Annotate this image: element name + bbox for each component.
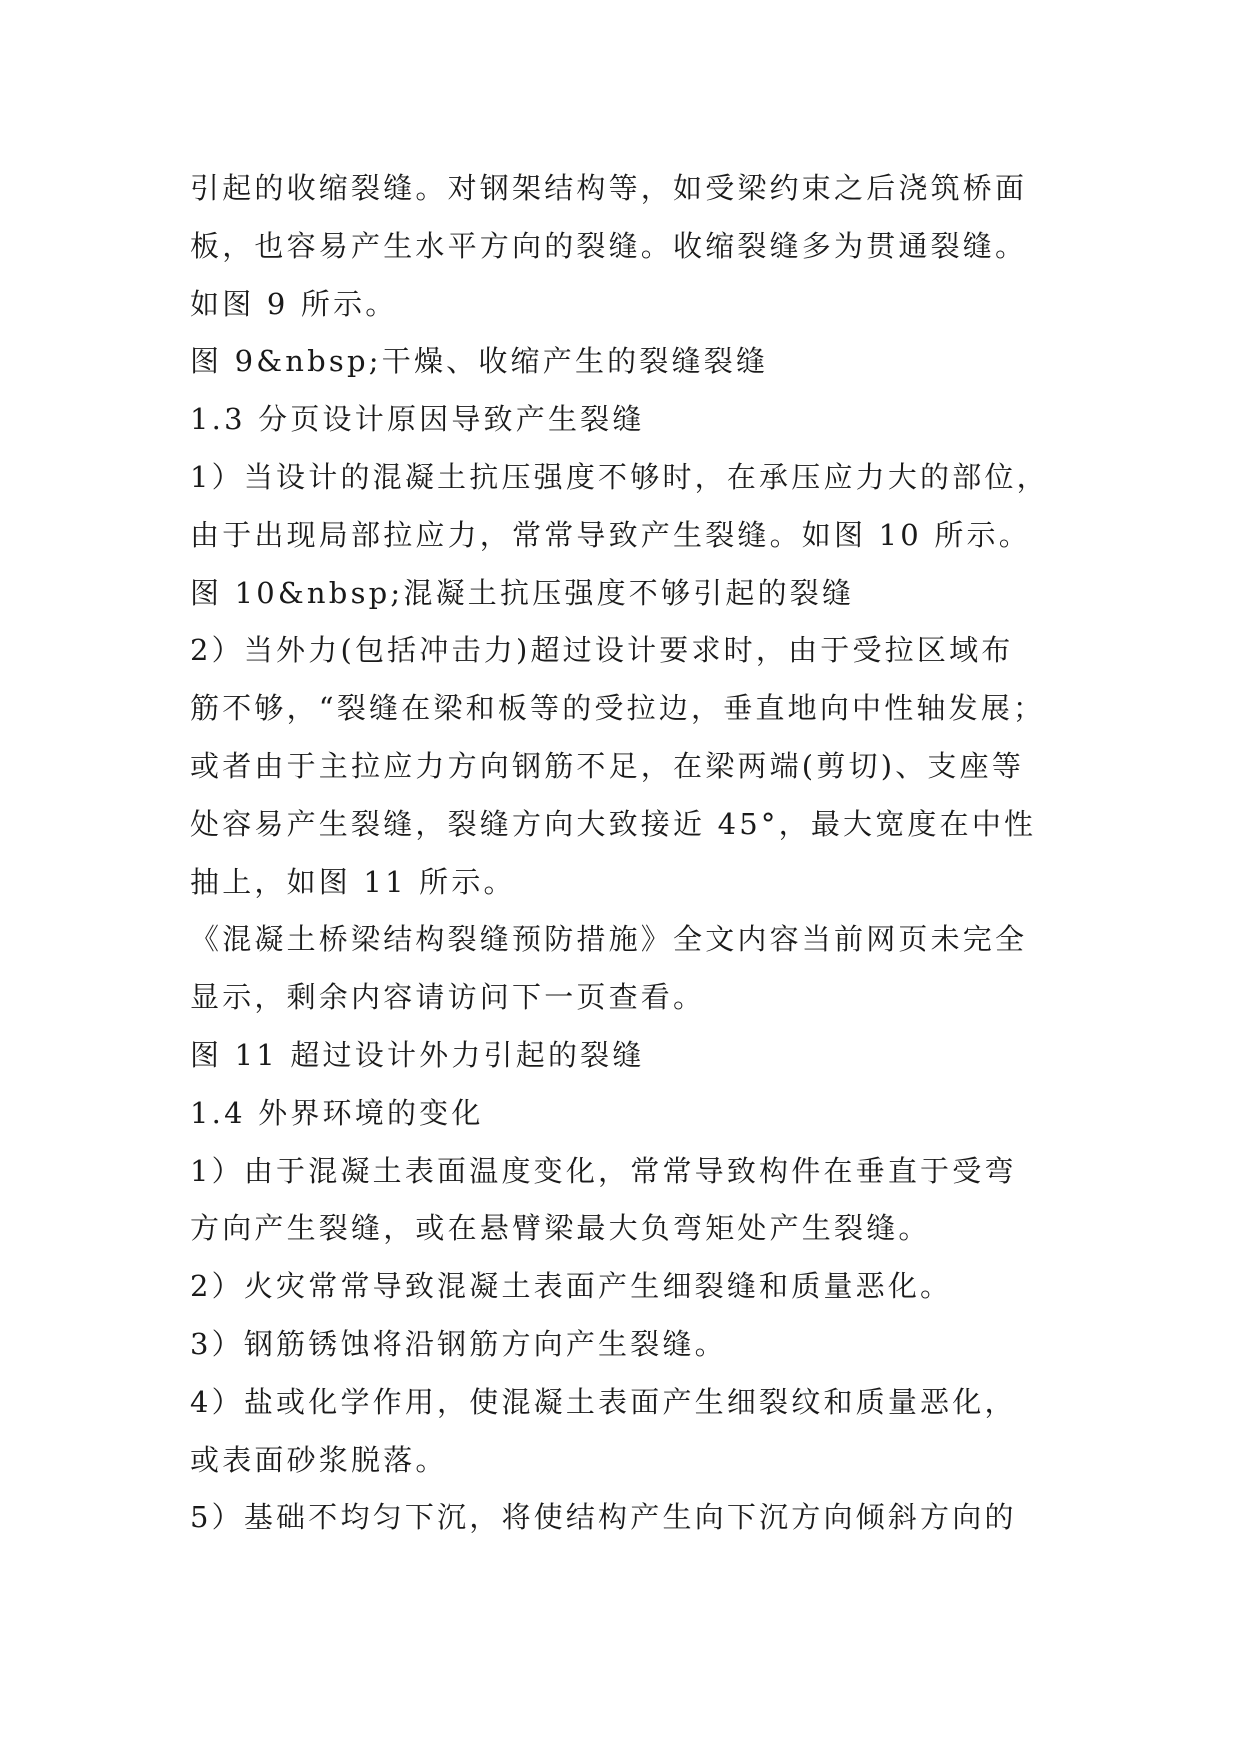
text-line: 或表面砂浆脱落。 — [190, 1442, 448, 1477]
document-body — [190, 160, 1070, 1547]
text-line: 2）当外力(包括冲击力)超过设计要求时，由于受拉区域布 — [190, 633, 1014, 668]
text-line: 5）基础不均匀下沉，将使结构产生向下沉方向倾斜方向的 — [190, 1500, 1017, 1535]
text-line: 筋不够，“裂缝在梁和板等的受拉边，垂直地向中性轴发展； — [190, 691, 1046, 726]
text-line: 4）盐或化学作用，使混凝土表面产生细裂纹和质量恶化， — [190, 1384, 1017, 1419]
section-heading: 1.4 外界环境的变化 — [190, 1095, 484, 1130]
figure-caption: 图 9&nbsp;干燥、收缩产生的裂缝裂缝 — [190, 344, 769, 379]
text-line: 板，也容易产生水平方向的裂缝。收缩裂缝多为贯通裂缝。 — [190, 228, 1028, 263]
text-line: 处容易产生裂缝，裂缝方向大致接近 45°，最大宽度在中性 — [190, 806, 1037, 841]
text-line: 方向产生裂缝，或在悬臂梁最大负弯矩处产生裂缝。 — [190, 1211, 931, 1246]
page-notice: 《混凝土桥梁结构裂缝预防措施》全文内容当前网页未完全 — [190, 922, 1028, 957]
text-line: 1）当设计的混凝土抗压强度不够时，在承压应力大的部位， — [190, 459, 1049, 494]
text-line: 如图 9 所示。 — [190, 286, 398, 321]
figure-caption: 图 10&nbsp;混凝土抗压强度不够引起的裂缝 — [190, 575, 855, 610]
page-notice: 显示，剩余内容请访问下一页查看。 — [190, 980, 706, 1015]
section-heading: 1.3 分页设计原因导致产生裂缝 — [190, 402, 645, 437]
text-line: 抽上，如图 11 所示。 — [190, 864, 516, 899]
text-line: 引起的收缩裂缝。对钢架结构等，如受梁约束之后浇筑桥面 — [190, 171, 1028, 205]
text-line: 由于出现局部拉应力，常常导致产生裂缝。如图 10 所示。 — [190, 517, 1031, 552]
figure-caption: 图 11 超过设计外力引起的裂缝 — [190, 1037, 645, 1072]
text-line: 2）火灾常常导致混凝土表面产生细裂缝和质量恶化。 — [190, 1269, 953, 1304]
text-line: 1）由于混凝土表面温度变化，常常导致构件在垂直于受弯 — [190, 1153, 1017, 1188]
text-line: 或者由于主拉应力方向钢筋不足，在梁两端(剪切)、支座等 — [190, 748, 1025, 783]
text-line: 3）钢筋锈蚀将沿钢筋方向产生裂缝。 — [190, 1326, 727, 1361]
